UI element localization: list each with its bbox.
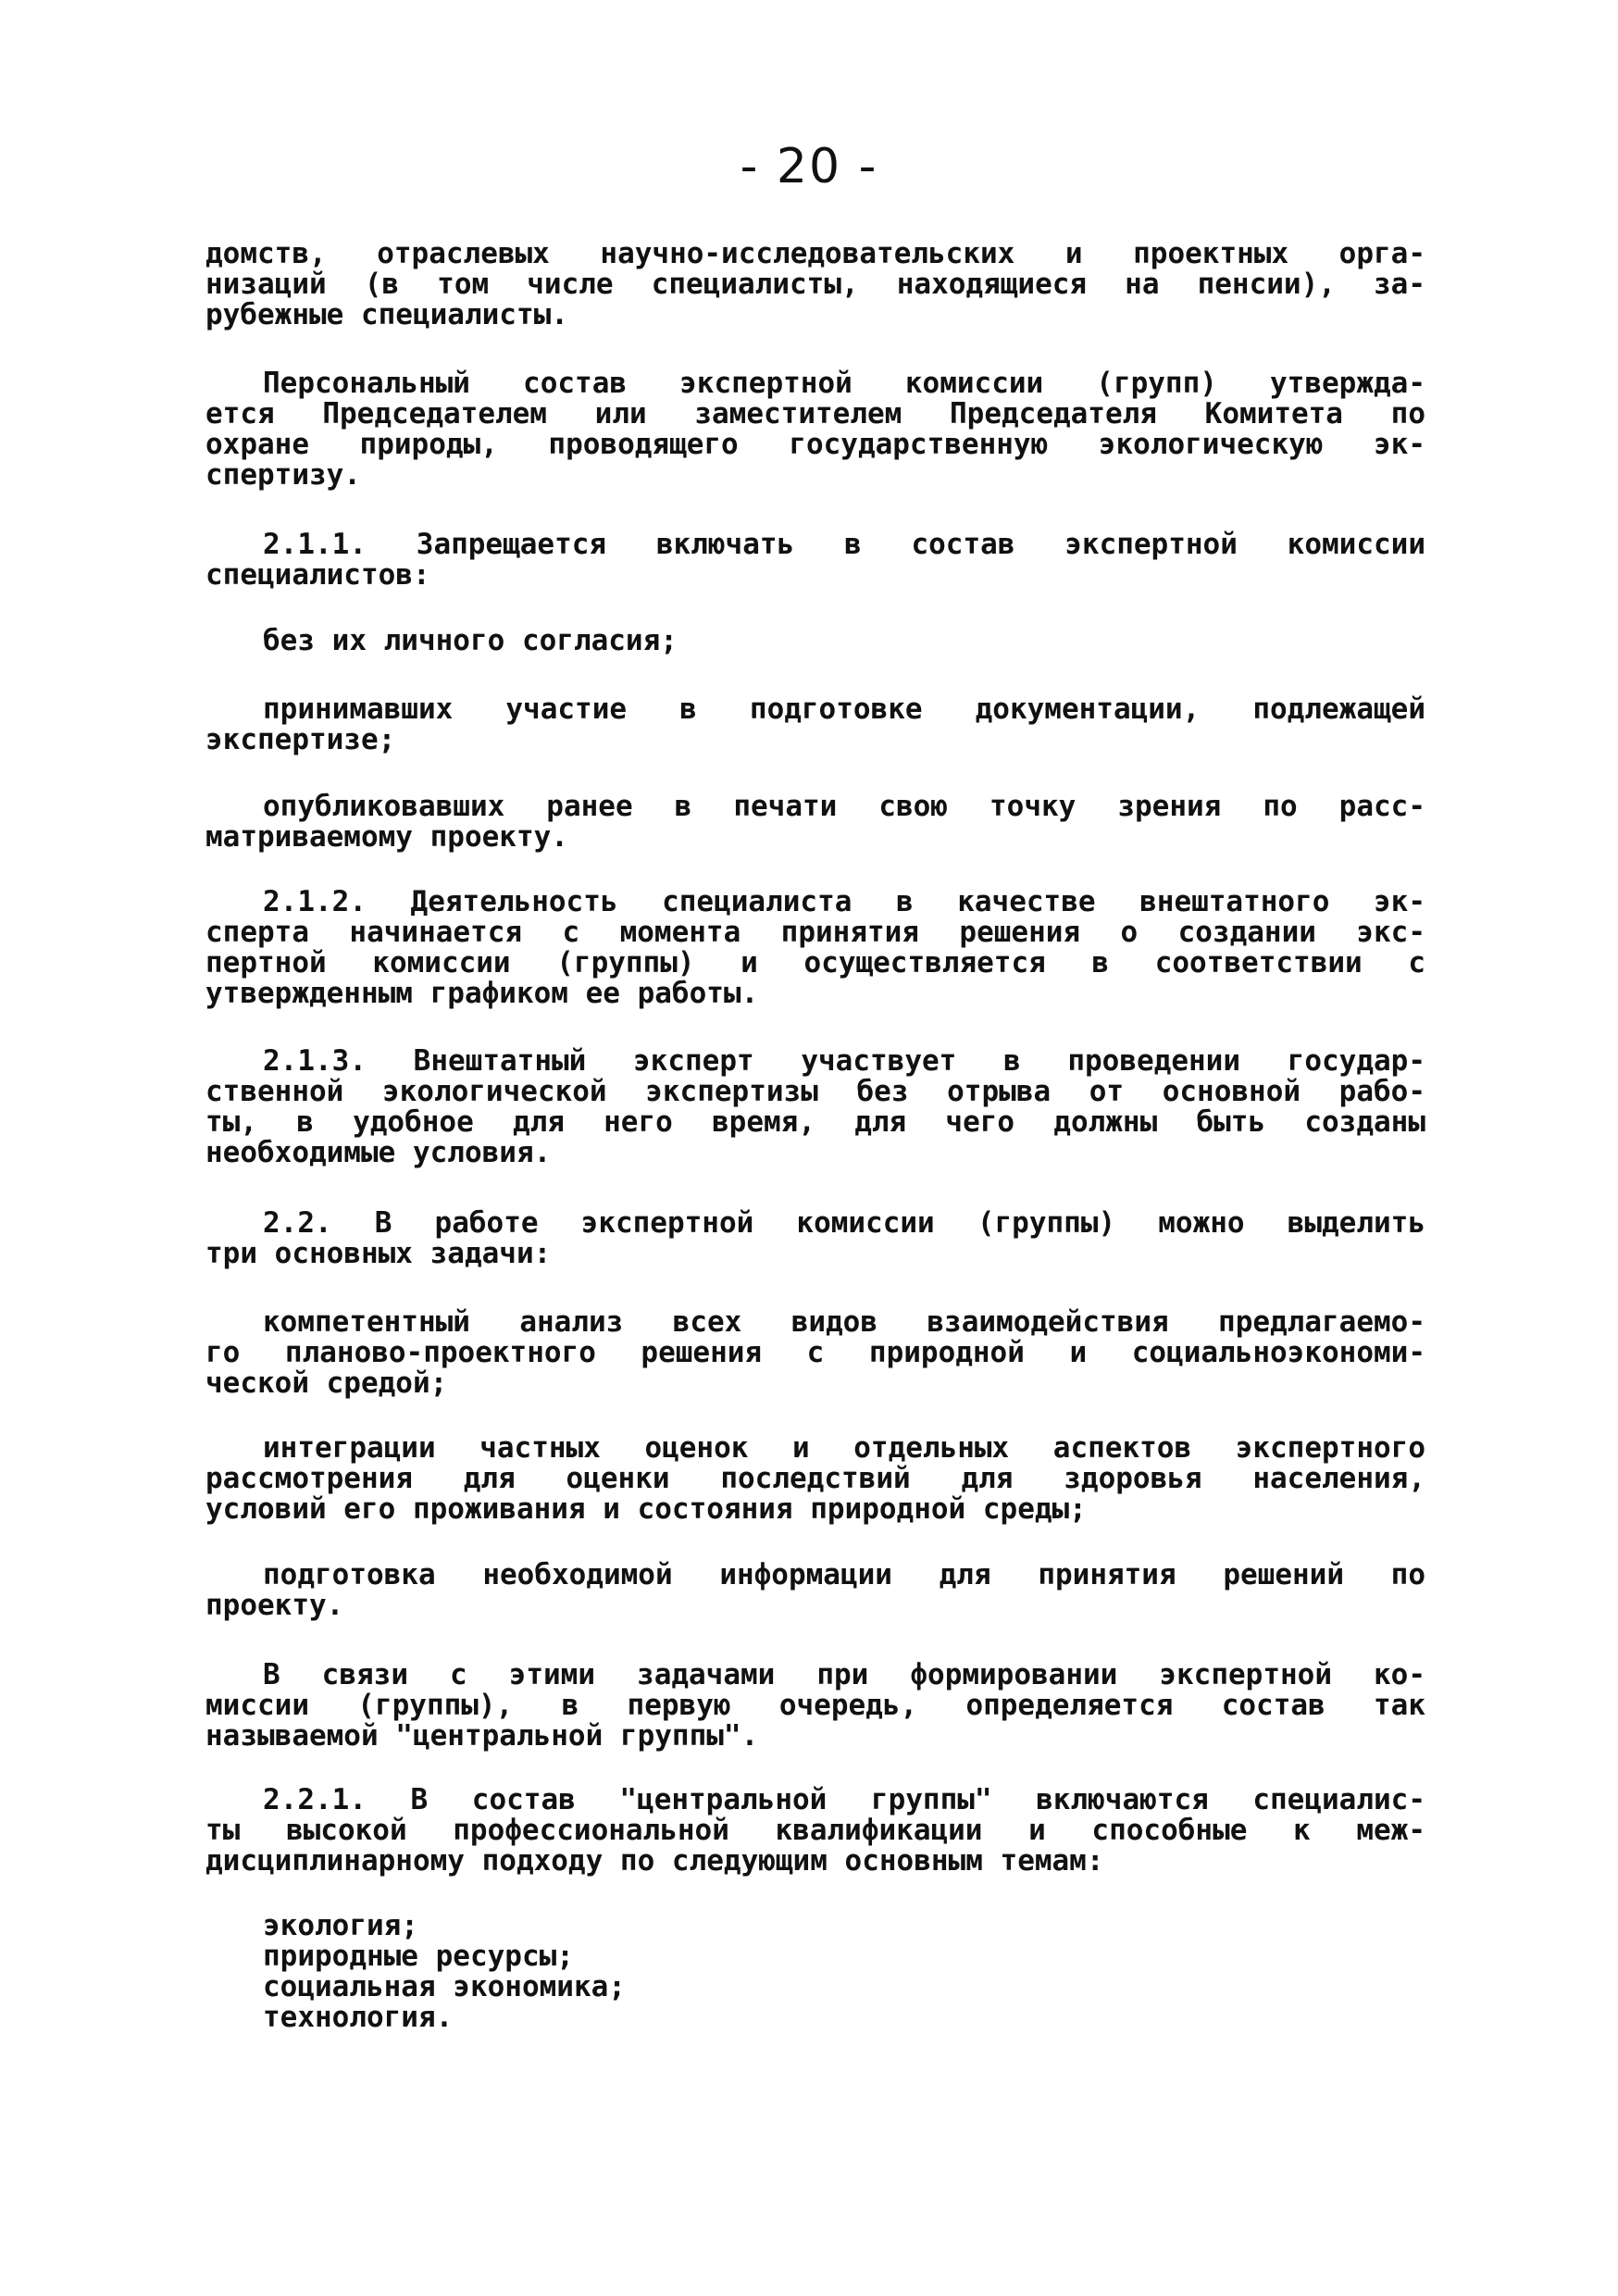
text-line: дисциплинарному подходу по следующим основным темам: bbox=[205, 1844, 1104, 1878]
paragraph-central-group bbox=[205, 1660, 1425, 1752]
text-line: го планово-проектного решения с природной и социальноэкономи- bbox=[205, 1336, 1425, 1369]
text-line: ческой средой; bbox=[205, 1366, 448, 1400]
text-line: рубежные специалисты. bbox=[205, 298, 568, 331]
text-line: ты, в удобное для него время, для чего должны быть созданы bbox=[205, 1105, 1425, 1139]
paragraph-continuation bbox=[205, 239, 1425, 331]
text-line: называемой "центральной группы". bbox=[205, 1719, 759, 1753]
text-line: три основных задачи: bbox=[205, 1237, 552, 1270]
text-line: принимавших участие в подготовке документации, подлежащей bbox=[263, 693, 1425, 726]
paragraph-2-2 bbox=[205, 1208, 1425, 1269]
text-line: проекту. bbox=[205, 1589, 344, 1622]
text-line: опубликовавших ранее в печати свою точку зрения по расс- bbox=[263, 790, 1425, 823]
text-line: специалистов: bbox=[205, 558, 430, 592]
text-line: условий его проживания и состояния природной среды; bbox=[205, 1492, 1087, 1526]
text-line: спертизу. bbox=[205, 458, 361, 492]
text-line: 2.1.2. Деятельность специалиста в качестве внештатного эк- bbox=[263, 885, 1425, 918]
text-line: интеграции частных оценок и отдельных аспектов экспертного bbox=[263, 1431, 1425, 1465]
text-line: 2.1.1. Запрещается включать в состав экспертной комиссии bbox=[263, 528, 1425, 561]
text-line: низаций (в том числе специалисты, находящиеся на пенсии), за- bbox=[205, 268, 1425, 301]
text-line: 2.2.1. В состав "центральной группы" включаются специалис- bbox=[263, 1783, 1425, 1816]
paragraph-published bbox=[205, 792, 1425, 853]
text-line: экспертизе; bbox=[205, 723, 396, 756]
paragraph-analysis bbox=[205, 1307, 1425, 1399]
topics-list bbox=[263, 1911, 1096, 2033]
list-item: социальная экономика; bbox=[263, 1970, 626, 2003]
text-line: ты высокой профессиональной квалификации и способные к меж- bbox=[205, 1814, 1425, 1847]
text-line: охране природы, проводящего государственную экологическую эк- bbox=[205, 428, 1425, 461]
paragraph-2-2-1 bbox=[205, 1785, 1425, 1877]
text-line: ственной экологической экспертизы без отрыва от основной рабо- bbox=[205, 1075, 1425, 1108]
text-line: компетентный анализ всех видов взаимодействия предлагаемо- bbox=[263, 1305, 1425, 1339]
paragraph-preparation bbox=[205, 1560, 1425, 1621]
text-line: подготовка необходимой информации для принятия решений по bbox=[263, 1558, 1425, 1591]
paragraph-personnel bbox=[205, 368, 1425, 491]
text-line: без их личного согласия; bbox=[263, 624, 678, 657]
list-item: экология; bbox=[263, 1909, 418, 1942]
text-line: 2.1.3. Внештатный эксперт участвует в проведении государ- bbox=[263, 1044, 1425, 1078]
text-line: пертной комиссии (группы) и осуществляется в соответствии с bbox=[205, 946, 1425, 980]
text-line: домств, отраслевых научно-исследовательских и проектных орга- bbox=[205, 237, 1425, 270]
list-item: технология. bbox=[263, 2001, 454, 2034]
text-line: матриваемому проекту. bbox=[205, 820, 568, 854]
text-line: сперта начинается с момента принятия решения о создании экс- bbox=[205, 916, 1425, 949]
paragraph-consent bbox=[205, 626, 1425, 656]
paragraph-integration bbox=[205, 1433, 1425, 1525]
text-line: Персональный состав экспертной комиссии (групп) утвержда- bbox=[263, 367, 1425, 400]
text-line: утвержденным графиком ее работы. bbox=[205, 977, 759, 1010]
list-item: природные ресурсы; bbox=[263, 1940, 574, 1973]
text-line: В связи с этими задачами при формировании экспертной ко- bbox=[263, 1658, 1425, 1691]
text-line: необходимые условия. bbox=[205, 1136, 552, 1169]
paragraph-2-1-2 bbox=[205, 887, 1425, 1009]
text-line: 2.2. В работе экспертной комиссии (группы) можно выделить bbox=[263, 1206, 1425, 1240]
text-line: миссии (группы), в первую очередь, определяется состав так bbox=[205, 1689, 1425, 1722]
text-line: ется Председателем или заместителем Председателя Комитета по bbox=[205, 397, 1425, 430]
paragraph-2-1-1 bbox=[205, 530, 1425, 591]
page-number: - 20 - bbox=[740, 139, 878, 194]
text-line: рассмотрения для оценки последствий для здоровья населения, bbox=[205, 1462, 1425, 1495]
paragraph-participants bbox=[205, 694, 1425, 755]
paragraph-2-1-3 bbox=[205, 1046, 1425, 1168]
